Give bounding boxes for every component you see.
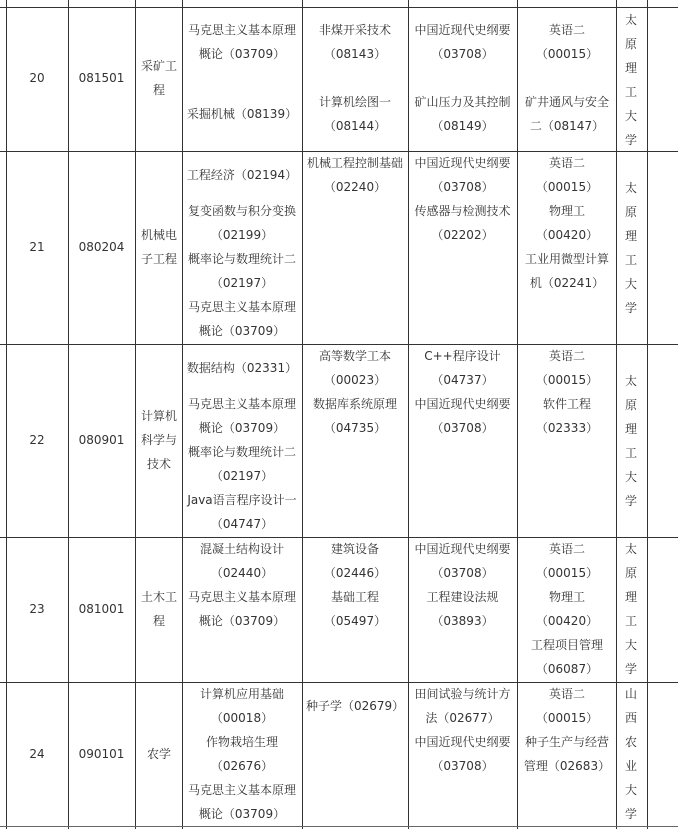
course-cell: 英语二（00015） bbox=[535, 687, 599, 725]
major-code: 080901 bbox=[78, 433, 125, 447]
grid-line bbox=[68, 0, 69, 829]
grid-line bbox=[135, 0, 136, 829]
course-cell: 英语二（00015） bbox=[535, 349, 599, 387]
course-cell: 英语二（00015） bbox=[535, 156, 599, 194]
course-cell: 概率论与数理统计二（02197） bbox=[187, 252, 296, 290]
course-cell: 矿山压力及其控制（08149） bbox=[414, 95, 511, 133]
grid-line bbox=[616, 0, 617, 829]
course-cell: 工程建设法规（03893） bbox=[426, 590, 499, 628]
course-cell: 英语二（00015） bbox=[535, 23, 599, 61]
course-cell: 混凝土结构设计（02440） bbox=[199, 542, 284, 580]
course-cell: 马克思主义基本原理概论（03709） bbox=[187, 23, 296, 61]
major-code: 090101 bbox=[78, 747, 125, 761]
course-cell: 机械工程控制基础（02240） bbox=[306, 156, 403, 194]
course-cell: 计算机应用基础（00018） bbox=[199, 687, 284, 725]
course-cell: 建筑设备（02446） bbox=[323, 542, 387, 580]
row-number: 21 bbox=[29, 240, 45, 254]
course-cell: 作物栽培生理（02676） bbox=[205, 735, 278, 773]
course-cell: 工程项目管理（06087） bbox=[530, 638, 603, 676]
course-cell: 软件工程（02333） bbox=[535, 397, 599, 435]
course-cell: 采掘机械（08139） bbox=[186, 107, 298, 121]
major-name: 农学 bbox=[146, 747, 171, 761]
row-number: 23 bbox=[29, 602, 45, 616]
course-cell: 概率论与数理统计二（02197） bbox=[187, 445, 296, 483]
course-cell: 中国近现代史纲要（03708） bbox=[414, 735, 511, 773]
course-cell: Java语言程序设计一（04747） bbox=[187, 493, 297, 531]
course-cell: 英语二（00015） bbox=[535, 542, 599, 580]
major-name: 采矿工程 bbox=[140, 59, 177, 97]
row-number: 20 bbox=[29, 71, 45, 85]
course-cell: 物理工（00420） bbox=[535, 204, 599, 242]
course-cell: 中国近现代史纲要（03708） bbox=[414, 156, 511, 194]
course-cell: 马克思主义基本原理概论（03709） bbox=[187, 300, 296, 338]
row-number: 24 bbox=[29, 747, 45, 761]
course-cell: 工程经济（02194） bbox=[186, 168, 298, 182]
course-cell: 种子学（02679） bbox=[306, 699, 405, 713]
course-cell: 传感器与检测技术（02202） bbox=[414, 204, 511, 242]
course-cell: 复变函数与积分变换（02199） bbox=[187, 204, 296, 242]
school-name: 山西农业大学 bbox=[624, 687, 637, 821]
grid-line bbox=[302, 0, 303, 829]
course-cell: 中国近现代史纲要（03708） bbox=[414, 542, 511, 580]
grid-line bbox=[6, 0, 7, 829]
course-cell: 中国近现代史纲要（03708） bbox=[414, 23, 511, 61]
course-cell: 基础工程（05497） bbox=[323, 590, 387, 628]
school-name: 太原理工大学 bbox=[624, 542, 637, 676]
major-name: 机械电子工程 bbox=[140, 228, 177, 266]
course-cell: 计算机绘图一（08144） bbox=[318, 95, 391, 133]
grid-line bbox=[0, 826, 678, 827]
school-name: 太原理工大学 bbox=[624, 374, 637, 508]
course-cell: C++程序设计（04737） bbox=[424, 349, 501, 387]
major-code: 081001 bbox=[78, 602, 125, 616]
course-cell: 高等数学工本（00023） bbox=[318, 349, 391, 387]
grid-line bbox=[517, 0, 518, 829]
course-cell: 马克思主义基本原理概论（03709） bbox=[187, 783, 296, 821]
course-cell: 物理工（00420） bbox=[535, 590, 599, 628]
major-code: 080204 bbox=[78, 240, 125, 254]
school-name: 太原理工大学 bbox=[624, 181, 637, 315]
course-cell: 马克思主义基本原理概论（03709） bbox=[187, 590, 296, 628]
course-cell: 数据结构（02331） bbox=[186, 361, 298, 375]
course-cell: 马克思主义基本原理概论（03709） bbox=[187, 397, 296, 435]
course-cell: 数据库系统原理（04735） bbox=[312, 397, 397, 435]
major-code: 081501 bbox=[78, 71, 125, 85]
grid-line bbox=[408, 0, 409, 829]
major-name: 土木工程 bbox=[140, 590, 177, 628]
school-name: 太原理工大学 bbox=[624, 13, 637, 147]
row-number: 22 bbox=[29, 433, 45, 447]
course-cell: 工业用微型计算机（02241） bbox=[524, 252, 609, 290]
grid-line bbox=[647, 0, 648, 829]
course-cell: 田间试验与统计方法（02677） bbox=[414, 687, 511, 725]
major-name: 计算机科学与技术 bbox=[140, 409, 177, 471]
course-cell: 矿井通风与安全二（08147） bbox=[524, 95, 609, 133]
course-cell: 种子生产与经营管理（02683） bbox=[523, 735, 611, 773]
course-cell: 非煤开采技术（08143） bbox=[318, 23, 391, 61]
grid-line bbox=[0, 7, 678, 8]
course-cell: 中国近现代史纲要（03708） bbox=[414, 397, 511, 435]
